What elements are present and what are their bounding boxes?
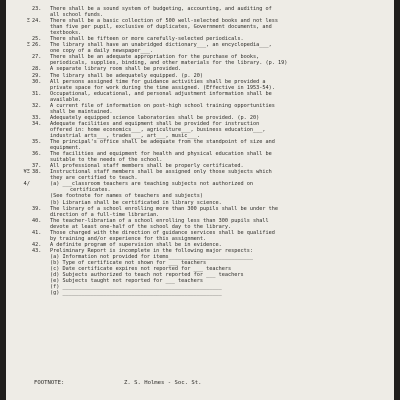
- list-item-continuation: periodicals, supplies, binding, and other materials for the library. (p. 19): [50, 60, 288, 67]
- list-item: 35. The principal's office shall be adequate from the standpoint of size and: [32, 139, 275, 146]
- list-item: ¥Ξ 38. Instructional staff members shall be assigned only those subjects which: [23, 169, 272, 176]
- list-item: 28. A separate library room shall be provided.: [32, 66, 182, 73]
- list-item-continuation: suitable to the needs of the school.: [50, 157, 163, 164]
- list-item-continuation: they are certified to teach.: [50, 175, 138, 182]
- list-item-continuation: equipment.: [50, 145, 82, 152]
- list-item-continuation: by training and/or experience for this assignment.: [50, 235, 207, 242]
- list-item: 32. A current file of information on post-high school training opportunities: [32, 102, 275, 109]
- list-item: 37. All professional staff members shall be properly certificated.: [32, 163, 244, 170]
- sub-item: (c) Date certificate expires not reported for ___ teachers: [50, 266, 232, 273]
- sub-item: (g) ___________________________________________________: [50, 290, 222, 297]
- list-item: 41. Those charged with the direction of guidance services shall be qualified: [32, 229, 275, 236]
- document-page: [6, 0, 394, 400]
- list-item-continuation: than five per pupil, exclusive of duplicates, Government documents, and: [50, 24, 272, 31]
- list-item: 43. Preliminary Report is incomplete in the following major respects:: [32, 247, 254, 254]
- list-item-continuation: direction of a full-time librarian.: [50, 211, 160, 218]
- list-item-continuation: all school funds.: [50, 12, 104, 19]
- list-item-continuation: one copy of a daily newspaper___.: [50, 48, 154, 55]
- sub-item: (b) Type of certificate not shown for ___ teachers: [50, 259, 207, 266]
- sub-item-continuation: certificates.: [70, 187, 111, 194]
- list-item: 42. A definite program of supervision shall be in evidence.: [32, 241, 222, 248]
- list-item-continuation: textbooks.: [50, 30, 82, 37]
- sub-item: (e) Subjects taught not reported for ___ teachers: [50, 278, 204, 285]
- list-item: 36. The facilities and equipment for health and physical education shall be: [32, 151, 272, 158]
- list-item: 23. There shall be a sound system of budgeting, accounting, and auditing of: [32, 6, 272, 12]
- footnote: [34, 380, 201, 386]
- list-item: 34. Adequate facilities and equipment shall be provided for instruction: [32, 120, 260, 127]
- sub-item: (f) ___________________________________________________: [50, 284, 222, 291]
- sub-item: (b) Librarian shall be certificated in library science.: [50, 199, 222, 206]
- sub-item-note: (See footnote for names of teachers and subjects): [50, 193, 204, 200]
- sub-item: 4/ (a) ___classroom teachers are teaching subjects not authorized on: [23, 181, 254, 188]
- list-item-continuation: available.: [50, 96, 82, 103]
- list-item-continuation: offered in: home economics___, agriculture___, business education___,: [50, 126, 266, 133]
- list-item: 31. Occupational, educational, and personal adjustment information shall be: [32, 90, 272, 97]
- list-item: 29. The library shall be adequately equipped. (p. 20): [32, 72, 204, 79]
- list-item: 30. All persons assigned time for guidance activities shall be provided a: [32, 78, 266, 85]
- list-item: 25. There shall be fifteen or more carefully-selected periodicals.: [32, 36, 244, 43]
- list-item: 33. Adequately equipped science laboratories shall be provided. (p. 20): [32, 114, 260, 121]
- list-item: Ξ 26. The library shall have an unabridged dictionary___, an encyclopedia___,: [26, 42, 272, 49]
- list-item: 40. The teacher-librarian of a school enrolling less than 300 pupils shall: [32, 217, 269, 224]
- sub-item: (d) Subjects authorized to teach not reported for ___ teachers: [50, 272, 244, 279]
- footnote-label: FOOTNOTE:: [34, 380, 65, 386]
- list-item-continuation: private space for work during the time assigned. (Effective in 1953-54).: [50, 84, 275, 91]
- list-item-continuation: devote at least one-half of the school day to the library.: [50, 223, 232, 230]
- list-item-continuation: shall be maintained.: [50, 108, 113, 115]
- list-item: 27. There shall be an adequate appropriation for the purchase of books,: [32, 54, 260, 61]
- footnote-text: Z. S. Holmes - Soc. St.: [124, 380, 202, 386]
- list-item-continuation: industrial arts___, trades___, art___, music___.: [50, 132, 200, 139]
- list-item: 39. The library of a school enrolling more than 300 pupils shall be under the: [32, 205, 278, 212]
- sub-item: (a) Information not provided for items___________________________: [50, 253, 254, 260]
- list-item: Ξ 24. There shall be a basic collection of 500 well-selected books and not less: [26, 18, 278, 25]
